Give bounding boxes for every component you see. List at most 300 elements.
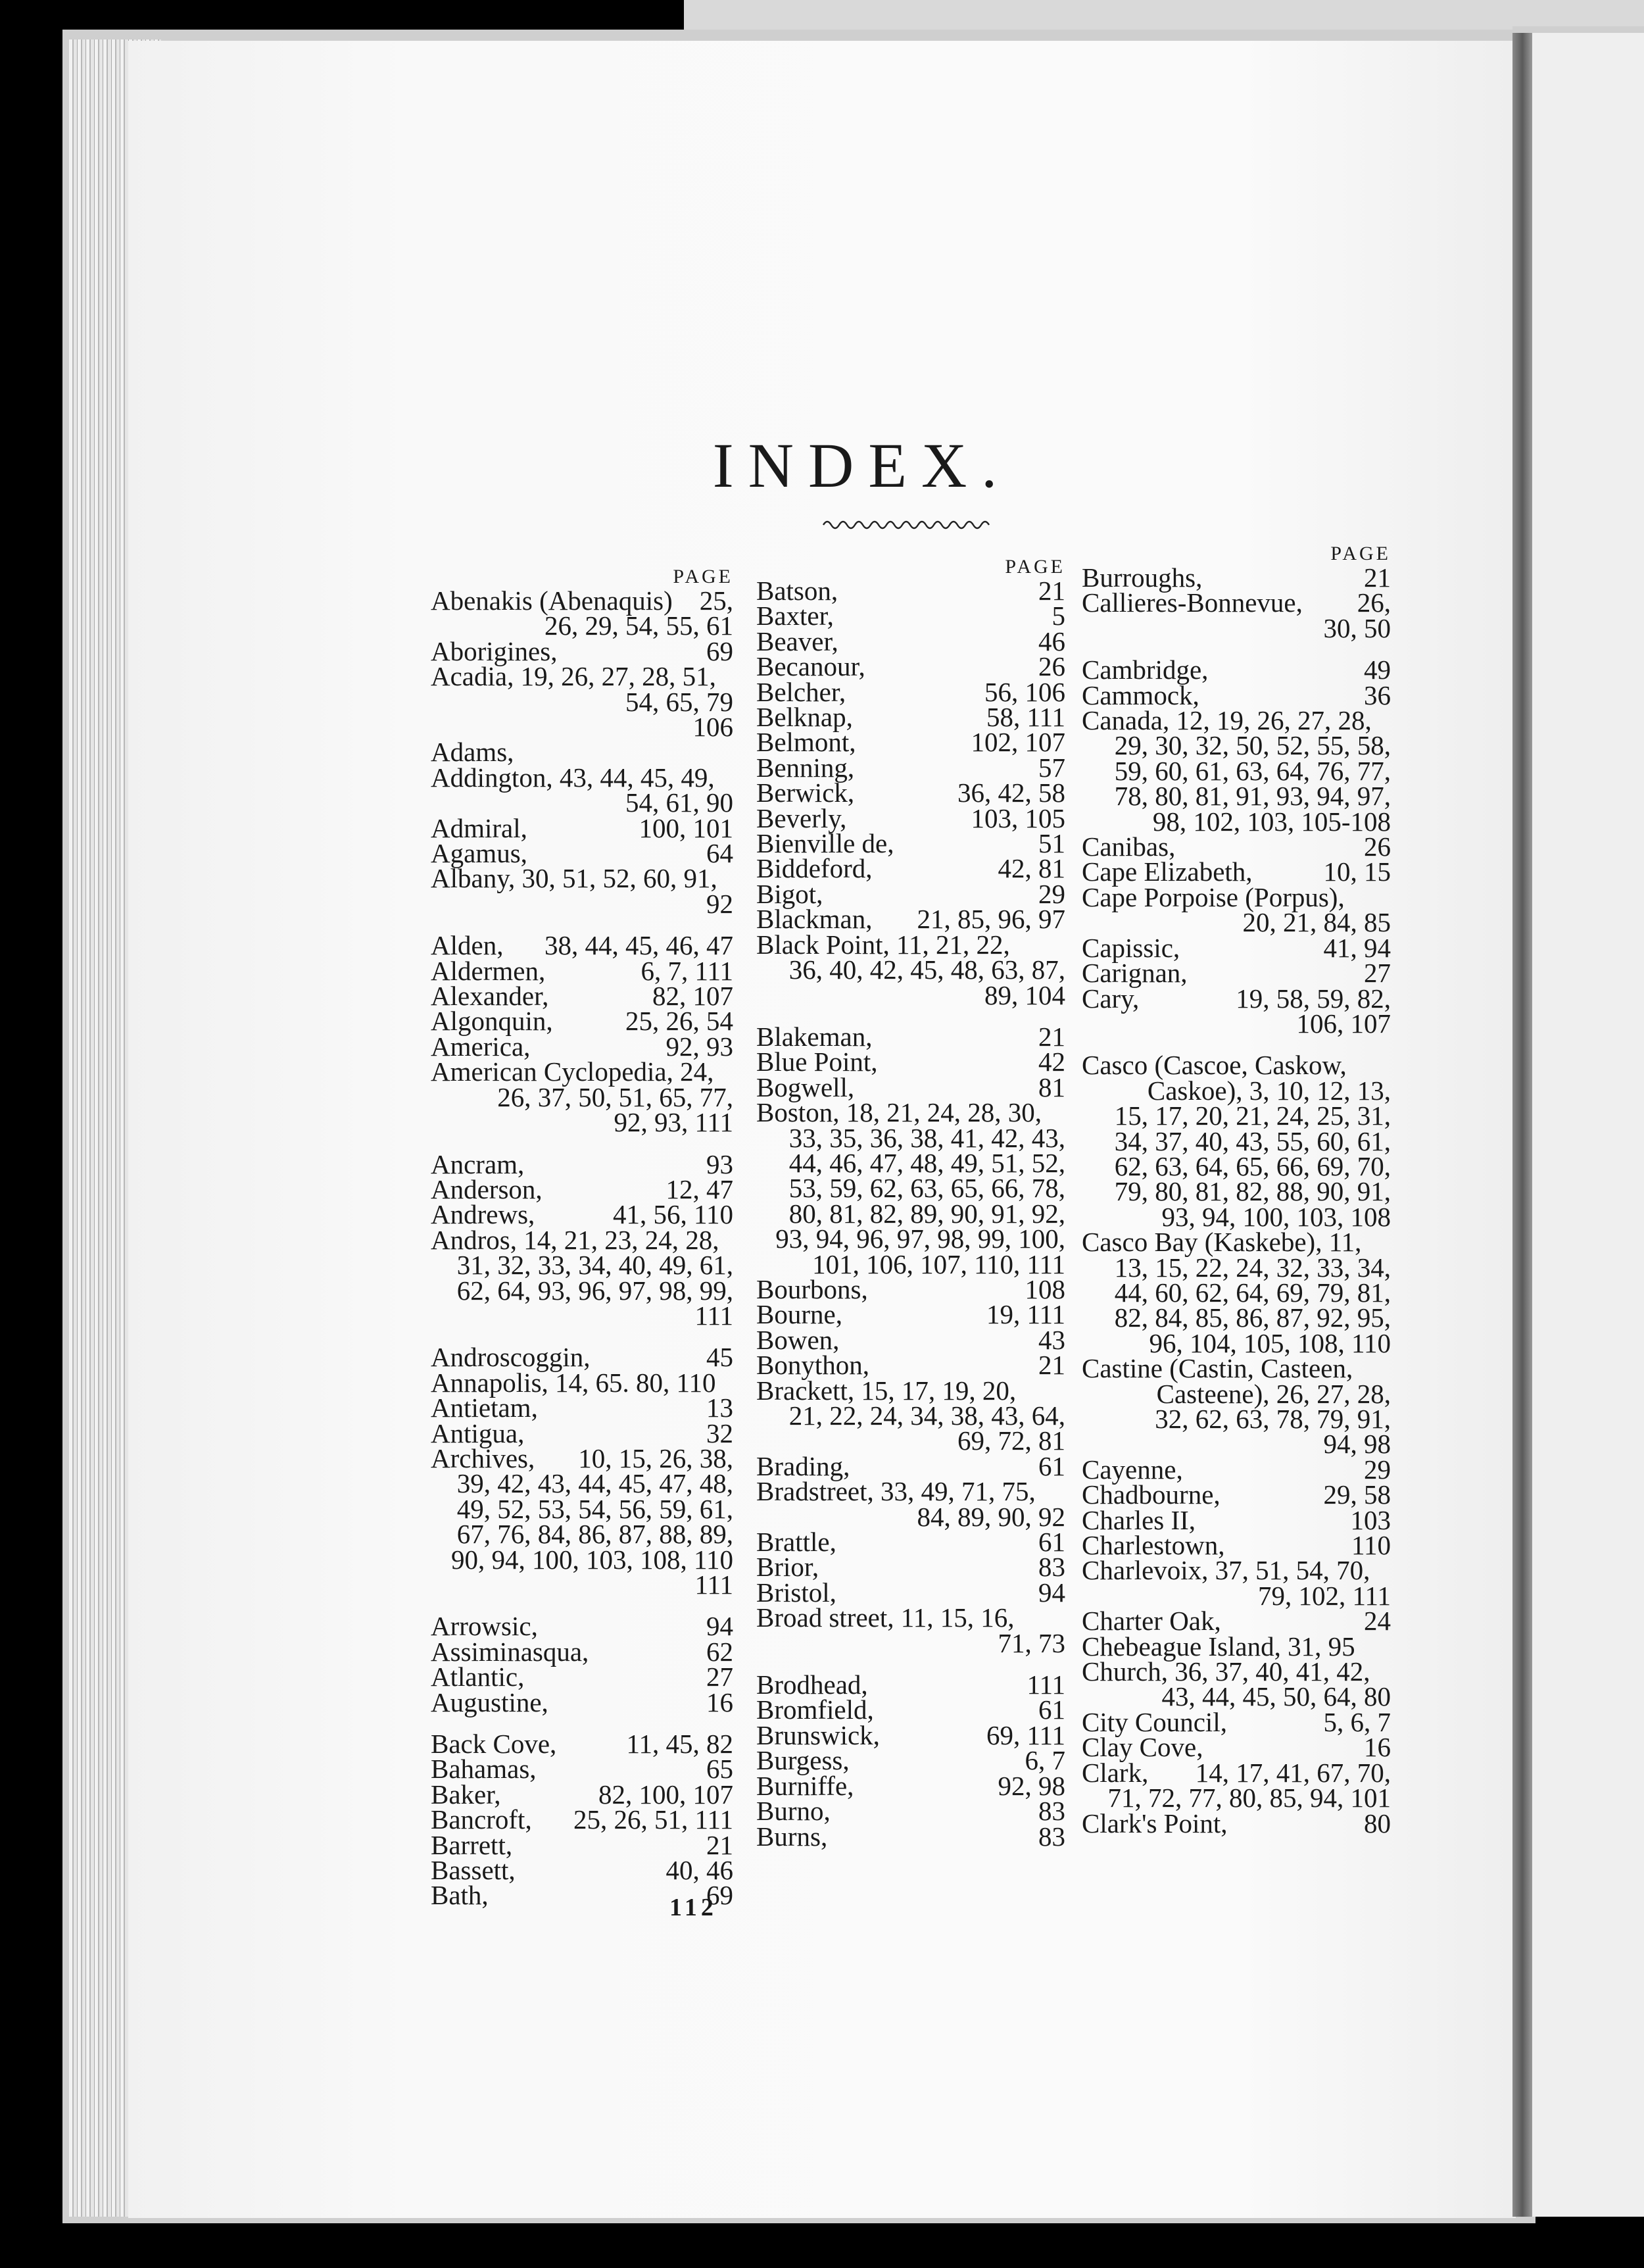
index-term: Atlantic, [431,1662,525,1692]
index-entry [756,1796,1065,1827]
index-page-refs: 27 [1364,958,1391,989]
index-entry [431,1729,733,1760]
index-term: Acadia, 19, 26, 27, 28, 51, [431,661,716,692]
index-entry [1082,1631,1391,1662]
index-entry [756,1299,1065,1330]
index-entry [756,1273,1065,1304]
index-entry [431,1829,733,1860]
index-page-refs: 51 [1038,828,1065,859]
index-term: Bowen, [756,1324,840,1355]
index-term: American Cyclopedia, 24, [431,1056,714,1087]
index-entry [756,1552,1065,1583]
index-continuation-line: 44, 60, 62, 64, 69, 79, 81, [1114,1277,1391,1308]
index-entry [431,1393,733,1423]
index-entry [756,929,1065,960]
index-continuation-line: 30, 50 [1323,612,1391,643]
index-entry [431,955,733,986]
index-page-refs: 58, 111 [986,702,1065,733]
index-term: Charles II, [1082,1504,1196,1535]
index-entry [1082,1555,1391,1586]
index-page-refs: 25, 26, 54 [625,1006,733,1037]
index-term: Brading, [756,1450,850,1481]
index-continuation-line: 15, 17, 20, 21, 24, 25, 31, [1114,1100,1391,1131]
index-page-refs: 16 [706,1687,733,1717]
index-term: Bonython, [756,1350,869,1381]
index-page-refs: 29 [1038,878,1065,909]
index-term: Brunswick, [756,1719,880,1750]
index-continuation-line: 101, 106, 107, 110, 111 [812,1248,1065,1279]
index-entry [756,676,1065,707]
index-continuation-line: Caskoe), 3, 10, 12, 13, [1147,1075,1391,1106]
index-entry [756,1821,1065,1852]
index-page-refs: 102, 107 [971,727,1065,758]
index-term: Brior, [756,1552,819,1583]
index-continuation-line: 93, 94, 96, 97, 98, 99, 100, [775,1223,1065,1254]
index-entry [431,1006,733,1037]
index-entry [756,651,1065,682]
index-term: Bristol, [756,1577,836,1608]
index-entry [1082,1808,1391,1838]
index-continuation-line: 32, 62, 63, 78, 79, 91, [1155,1404,1391,1434]
index-entry [756,1324,1065,1355]
index-term: Burniffe, [756,1770,854,1801]
index-continuation-line: 39, 42, 43, 44, 45, 47, 48, [456,1468,733,1499]
index-page-refs: 32 [706,1418,733,1448]
index-term: Bancroft, [431,1804,532,1835]
index-page-refs: 83 [1038,1796,1065,1827]
index-continuation-line: 62, 64, 93, 96, 97, 98, 99, [456,1275,733,1306]
index-entry [431,812,733,843]
index-continuation-line: 79, 80, 81, 82, 88, 90, 91, [1114,1176,1391,1207]
index-page-refs: 21 [1038,1021,1065,1052]
index-term: Canibas, [1082,831,1176,862]
index-continuation-line: 111 [694,1569,733,1600]
index-term: Androscoggin, [431,1342,591,1373]
index-entry [756,1770,1065,1801]
index-term: Albany, 30, 51, 52, 60, 91, [431,863,717,894]
index-term: Brodhead, [756,1669,868,1700]
index-continuation-line: 92 [706,888,733,919]
index-entry [1082,562,1391,593]
page-number: 112 [669,1894,717,1921]
index-entry [1082,705,1391,736]
index-page-refs: 80 [1364,1808,1391,1838]
index-term: Archives, [431,1442,535,1473]
index-entry [431,1148,733,1179]
index-entry [1082,1479,1391,1510]
index-page-refs: 24 [1364,1606,1391,1637]
index-continuation-line: 62, 63, 64, 65, 66, 69, 70, [1114,1150,1391,1181]
index-entry [431,1342,733,1373]
index-entry [431,838,733,869]
index-term: Cambridge, [1082,654,1209,685]
index-page-refs: 26 [1364,831,1391,862]
index-page-refs: 27 [706,1662,733,1692]
index-continuation-line: 54, 65, 79 [625,686,733,717]
index-page-refs: 10, 15 [1323,856,1391,887]
index-page-refs: 93 [706,1148,733,1179]
index-term: Belcher, [756,676,846,707]
index-term: Brattle, [756,1527,836,1558]
index-continuation-line: 33, 35, 36, 38, 41, 42, 43, [788,1122,1065,1153]
index-entry [431,1662,733,1692]
index-term: Bourbons, [756,1273,868,1304]
index-entry [756,1072,1065,1102]
index-page-refs: 19, 111 [986,1299,1065,1330]
index-page-refs: 69 [706,635,733,666]
index-entry [756,1527,1065,1558]
index-entry [431,1199,733,1230]
index-continuation-line: 89, 104 [984,979,1065,1010]
index-entry [431,712,733,743]
index-entry [1082,958,1391,989]
index-page-refs: 46 [1038,626,1065,656]
index-entry [756,878,1065,909]
index-entry [431,1442,733,1473]
index-entry [756,1669,1065,1700]
index-entry [756,1476,1065,1507]
index-term: Adams, [431,737,514,768]
index-entry [1082,654,1391,685]
book-gutter [1512,33,1532,2217]
index-page-refs: 106 [692,712,733,743]
index-page-refs: 94 [706,1611,733,1642]
index-term: Bahamas, [431,1754,537,1785]
index-page-refs: 12, 47 [665,1173,733,1204]
index-column-2 [756,556,1065,1852]
index-continuation-line: 34, 37, 40, 43, 55, 60, 61, [1114,1125,1391,1156]
facing-page [1532,33,1644,2217]
index-term: Augustine, [431,1687,548,1717]
index-continuation-line: 71, 73 [998,1627,1065,1658]
index-term: Admiral, [431,812,527,843]
index-term: Broad street, 11, 15, 16, [756,1602,1015,1633]
index-entry [1082,881,1391,912]
index-page-refs: 61 [1038,1450,1065,1481]
index-page-refs: 5, 6, 7 [1323,1706,1391,1737]
index-page-refs: 92, 93 [665,1031,733,1062]
index-term: Blue Point, [756,1047,878,1077]
index-page-refs: 11, 45, 82 [626,1729,733,1760]
index-page-refs: 25, [699,585,733,616]
index-entry [756,1047,1065,1077]
index-entry [756,576,1065,606]
index-term: Biddeford, [756,853,873,884]
index-entry [1082,679,1391,710]
index-page-refs: 21 [706,1829,733,1860]
index-entry [431,930,733,961]
index-entry [431,981,733,1012]
index-term: Charlestown, [1082,1530,1225,1561]
index-term: Andrews, [431,1199,535,1230]
index-continuation-line: 79, 102, 111 [1258,1580,1391,1611]
index-term: Barrett, [431,1829,513,1860]
index-entry [756,1021,1065,1052]
index-entry [756,1375,1065,1406]
index-term: Cammock, [1082,679,1199,710]
index-term: Burgess, [756,1745,850,1776]
index-term: Baker, [431,1779,501,1810]
index-page-refs: 19, 58, 59, 82, [1236,983,1391,1014]
index-continuation-line: 84, 89, 90, 92 [917,1501,1065,1532]
index-page-refs: 81 [1038,1072,1065,1102]
index-page-refs: 14, 17, 41, 67, 70, [1195,1757,1391,1788]
index-continuation-line: 82, 84, 85, 86, 87, 92, 95, [1114,1302,1391,1333]
index-term: America, [431,1031,531,1062]
index-continuation-line: 94, 98 [1323,1429,1391,1460]
index-term: Assiminasqua, [431,1636,589,1667]
index-term: Becanour, [756,651,865,682]
index-term: Belknap, [756,702,853,733]
index-continuation-line: 21, 22, 24, 34, 38, 43, 64, [788,1400,1065,1431]
index-entry [1082,1227,1391,1258]
index-page-refs: 83 [1038,1821,1065,1852]
index-term: Blakeman, [756,1021,873,1052]
index-term: Charlevoix, 37, 51, 54, 70, [1082,1555,1370,1586]
index-page-refs: 26, [1357,587,1391,618]
index-page-refs: 41, 56, 110 [613,1199,733,1230]
index-entry [756,727,1065,758]
index-page-refs: 5 [1052,601,1065,631]
index-continuation-line: 96, 104, 105, 108, 110 [1149,1327,1391,1358]
index-entry [431,661,733,692]
index-page-refs: 42, 81 [998,853,1065,884]
index-page-refs: 100, 101 [639,812,733,843]
index-entry [756,904,1065,935]
index-entry [431,1611,733,1642]
index-page-refs: 64 [706,838,733,869]
index-continuation-line: 67, 76, 84, 86, 87, 88, 89, [456,1519,733,1550]
index-continuation-line: 54, 61, 90 [625,787,733,818]
index-continuation-line: 106, 107 [1296,1008,1391,1039]
index-entry [756,1694,1065,1725]
index-page-refs: 103, 105 [971,802,1065,833]
index-entry [756,752,1065,783]
index-page-refs: 25, 26, 51, 111 [573,1804,733,1835]
index-term: Antigua, [431,1418,525,1448]
index-continuation-line: 36, 40, 42, 45, 48, 63, 87, [788,954,1065,985]
index-term: Bassett, [431,1855,516,1886]
index-term: Carignan, [1082,958,1188,989]
index-entry [431,1687,733,1717]
index-term: Casco Bay (Kaskebe), 11, [1082,1227,1362,1258]
index-entry [756,1350,1065,1381]
index-continuation-line: 69, 72, 81 [957,1425,1065,1456]
index-term: Capissic, [1082,932,1180,963]
index-entry [1082,1656,1391,1687]
index-term: Beaver, [756,626,838,656]
index-term: Algonquin, [431,1006,553,1037]
index-term: Berwick, [756,777,855,808]
index-page-refs: 103 [1350,1504,1391,1535]
index-term: Canada, 12, 19, 26, 27, 28, [1082,705,1372,736]
index-page-refs: 36, 42, 58 [957,777,1065,808]
index-term: Bradstreet, 33, 49, 71, 75, [756,1476,1036,1507]
index-term: Agamus, [431,838,527,869]
index-page-refs: 29 [1364,1454,1391,1485]
index-term: Back Cove, [431,1729,557,1760]
index-term: Blackman, [756,904,873,935]
index-entry [1082,1504,1391,1535]
index-page-refs: 41, 94 [1323,932,1391,963]
index-term: Anderson, [431,1173,543,1204]
index-continuation-line: 26, 29, 54, 55, 61 [544,610,733,641]
index-entry [431,1855,733,1886]
index-term: Addington, 43, 44, 45, 49, [431,762,715,793]
index-column-1 [431,566,733,1911]
index-entry [756,1097,1065,1128]
index-page-refs: 40, 46 [665,1855,733,1886]
index-term: Aborigines, [431,635,558,666]
index-entry [1082,1530,1391,1561]
index-page-refs: 42 [1038,1047,1065,1077]
index-term: Burns, [756,1821,828,1852]
index-entry [756,626,1065,656]
index-continuation-line: 98, 102, 103, 105-108 [1152,806,1391,837]
index-entry [1082,1757,1391,1788]
index-term: Belmont, [756,727,856,758]
index-entry [1082,1706,1391,1737]
index-entry [756,1719,1065,1750]
index-entry [756,828,1065,859]
index-page-refs: 69 [706,1880,733,1911]
index-page-refs: 92, 98 [998,1770,1065,1801]
index-term: Andros, 14, 21, 23, 24, 28, [431,1224,719,1255]
index-entry [1082,1732,1391,1763]
index-term: Burroughs, [1082,562,1203,593]
index-term: Bourne, [756,1299,842,1330]
index-term: Bigot, [756,878,823,909]
index-term: Clay Cove, [1082,1732,1203,1763]
index-entry [756,853,1065,884]
index-continuation-line: 111 [694,1300,733,1331]
index-page-refs: 61 [1038,1694,1065,1725]
index-entry [756,1577,1065,1608]
index-entry [431,635,733,666]
index-entry [756,802,1065,833]
index-continuation-line: 20, 21, 84, 85 [1242,907,1391,938]
index-term: Bromfield, [756,1694,874,1725]
index-continuation-line: 80, 81, 82, 89, 90, 91, 92, [788,1198,1065,1229]
index-page-refs: 110 [1351,1530,1391,1561]
index-page-refs: 94 [1038,1577,1065,1608]
wavy-rule-ornament [822,516,993,530]
index-term: Abenakis (Abenaquis) [431,585,673,616]
index-page-refs: 82, 107 [652,981,733,1012]
index-page-refs: 56, 106 [984,676,1065,707]
index-entry [756,601,1065,631]
index-entry [431,1804,733,1835]
index-continuation-line: 44, 46, 47, 48, 49, 51, 52, [788,1147,1065,1178]
index-page-refs: 36 [1364,679,1391,710]
index-term: Cape Elizabeth, [1082,856,1253,887]
index-entry [431,1418,733,1448]
index-term: Burno, [756,1796,831,1827]
index-page-refs: 21, 85, 96, 97 [917,904,1065,935]
index-entry [431,1636,733,1667]
index-entry [756,1602,1065,1633]
index-continuation-line: 59, 60, 61, 63, 64, 76, 77, [1114,755,1391,786]
index-page-refs: 21 [1038,576,1065,606]
index-page-refs: 10, 15, 26, 38, [578,1442,733,1473]
index-entry [756,702,1065,733]
index-entry [1082,856,1391,887]
index-continuation-line: 90, 94, 100, 103, 108, 110 [451,1544,733,1575]
index-entry [431,737,733,768]
index-column-3 [1082,543,1391,1836]
index-term: Church, 36, 37, 40, 41, 42, [1082,1656,1370,1687]
index-term: Charter Oak, [1082,1606,1221,1637]
index-page-refs: 111 [1027,1669,1065,1700]
index-continuation-line: 43, 44, 45, 50, 64, 80 [1161,1681,1391,1712]
index-page-refs: 108 [1025,1273,1065,1304]
index-entry [1082,1454,1391,1485]
index-continuation-line: 71, 72, 77, 80, 85, 94, 101 [1107,1783,1391,1813]
index-term: Alexander, [431,981,549,1012]
index-entry [1082,1606,1391,1637]
page-label: PAGE [673,566,733,587]
index-continuation-line: Casteene), 26, 27, 28, [1156,1378,1391,1409]
index-term: Cayenne, [1082,1454,1183,1485]
index-term: Bogwell, [756,1072,855,1102]
index-page-refs: 61 [1038,1527,1065,1558]
index-term: Bienville de, [756,828,894,859]
index-term: Arrowsic, [431,1611,538,1642]
index-entry [431,1173,733,1204]
index-page-refs: 16 [1364,1732,1391,1763]
index-entry [431,1224,733,1255]
index-term: Brackett, 15, 17, 19, 20, [756,1375,1017,1406]
index-term: Baxter, [756,601,834,631]
index-entry [431,1367,733,1398]
index-entry [1082,983,1391,1014]
index-page-refs: 21 [1038,1350,1065,1381]
index-term: Antietam, [431,1393,538,1423]
index-term: Annapolis, 14, 65. 80, 110 [431,1367,716,1398]
index-page-refs: 69, 111 [986,1719,1065,1750]
index-term: Chebeague Island, 31, 95 [1082,1631,1355,1662]
index-page-refs: 45 [706,1342,733,1373]
page-label: PAGE [1330,543,1391,564]
index-page-refs: 57 [1038,752,1065,783]
index-term: Alden, [431,930,504,961]
index-page-refs: 65 [706,1754,733,1785]
index-entry [1082,831,1391,862]
index-term: Castine (Castin, Casteen, [1082,1353,1353,1384]
index-term: Beverly, [756,802,847,833]
index-continuation-line: 26, 37, 50, 51, 65, 77, [497,1081,733,1112]
index-continuation-line: 92, 93, 111 [614,1107,733,1138]
index-continuation-line: 31, 32, 33, 34, 40, 49, 61, [456,1250,733,1281]
index-page-refs: 62 [706,1636,733,1667]
index-term: City Council, [1082,1706,1227,1737]
index-page-refs: 82, 100, 107 [598,1779,733,1810]
index-term: Cape Porpoise (Porpus), [1082,881,1345,912]
index-page-refs: 21 [1364,562,1391,593]
index-continuation-line: 93, 94, 100, 103, 108 [1161,1201,1391,1232]
index-term: Chadbourne, [1082,1479,1221,1510]
index-term: Casco (Cascoe, Caskow, [1082,1050,1347,1081]
index-entry [1082,1353,1391,1384]
index-entry [431,762,733,793]
index-continuation-line: 13, 15, 22, 24, 32, 33, 34, [1114,1252,1391,1283]
index-term: Bath, [431,1880,489,1911]
index-entry [756,1745,1065,1776]
index-entry [1082,587,1391,618]
index-term: Ancram, [431,1148,525,1179]
index-page-refs: 6, 7, 111 [641,955,733,986]
index-entry [1082,1050,1391,1081]
